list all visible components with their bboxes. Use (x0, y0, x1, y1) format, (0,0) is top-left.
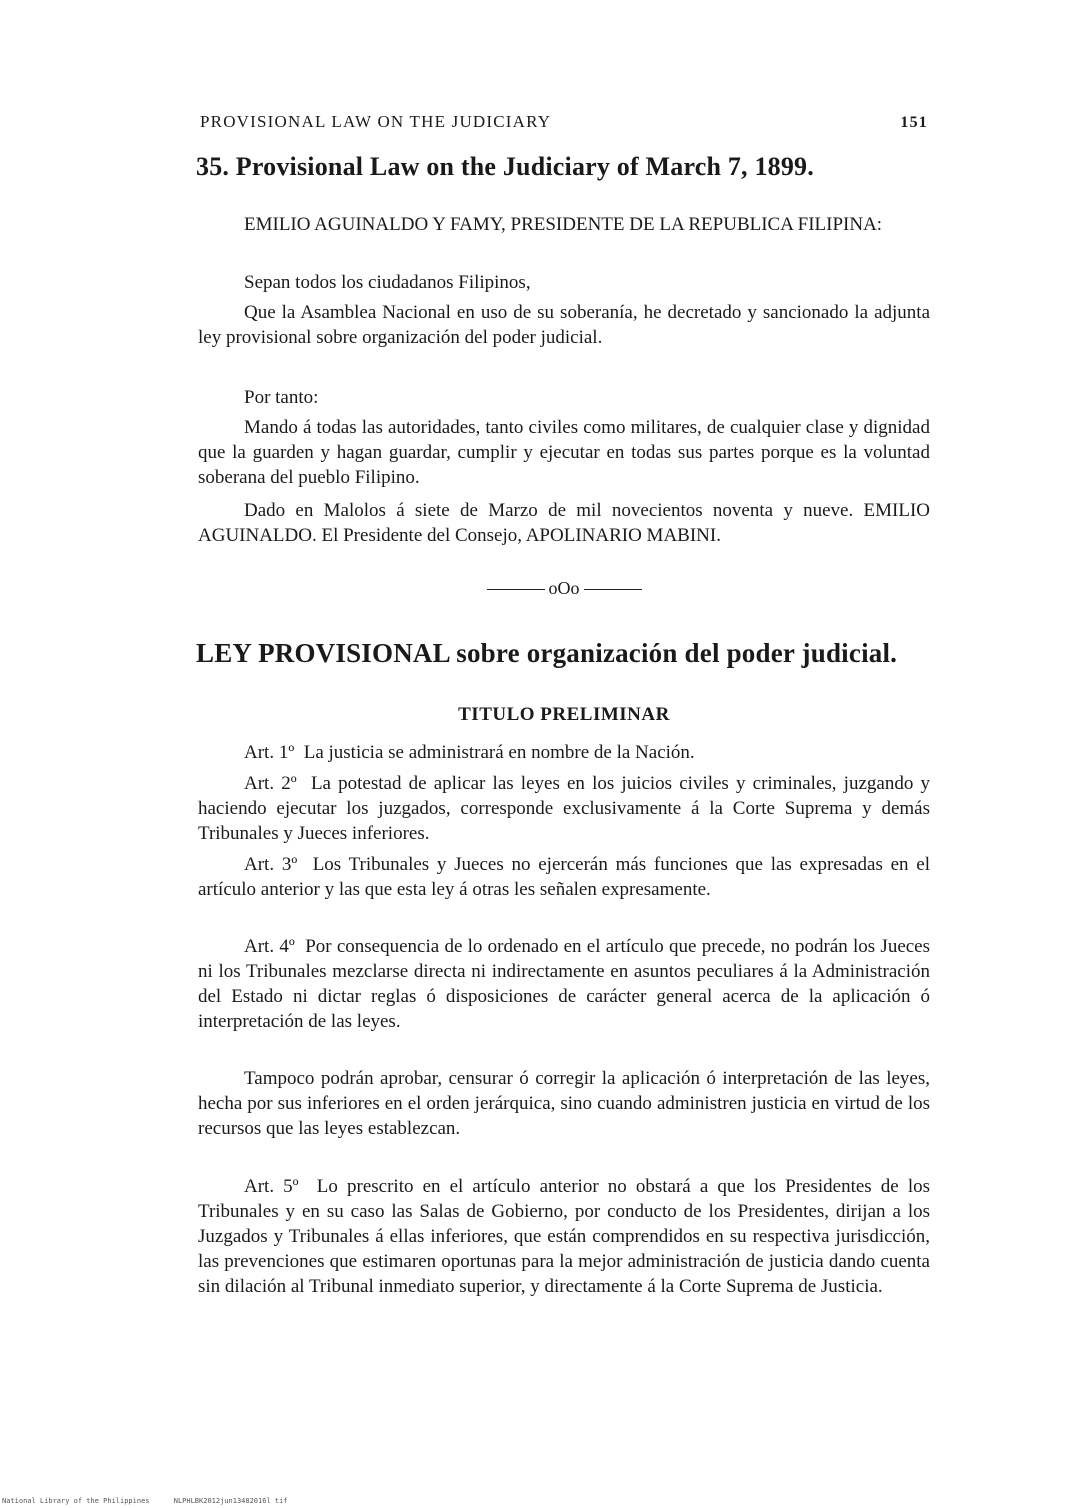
page-number: 151 (900, 114, 928, 131)
footer-library: National Library of the Philippines (2, 1497, 150, 1505)
article-label: Art. 5º (244, 1176, 299, 1197)
separator-rule-right (584, 589, 642, 590)
law-title: LEY PROVISIONAL sobre organización del poder judicial. (196, 638, 898, 668)
article-5 (198, 1174, 930, 1299)
article-text: La justicia se administrará en nombre de la Nación. (303, 742, 695, 763)
article-label: Art. 4º (244, 936, 295, 957)
article-label: Art. 3º (244, 854, 298, 875)
scan-footer (2, 1497, 602, 1505)
given-paragraph: Dado en Malolos á siete de Marzo de mil novecientos noventa y nueve. EMILIO AGUINALDO. El Presidente del Consejo, APOLINARIO MABINI. (198, 500, 930, 546)
footer-code: NLPHLBK2012jun13482016l tif (173, 1497, 288, 1505)
article-4 (198, 934, 930, 1034)
article-label: Art. 2º (244, 773, 297, 794)
article-text: La potestad de aplicar las leyes en los juicios civiles y criminales, juzgando y haciendo ejecutar los juzgados, corresponde exclusivamente á la Corte Suprema y demás Tribunales y Jueces inferiores. (198, 773, 930, 844)
running-title: PROVISIONAL LAW ON THE JUDICIARY (200, 112, 552, 131)
president-line: EMILIO AGUINALDO Y FAMY, PRESIDENTE DE LA REPUBLICA FILIPINA: (244, 214, 883, 235)
ornamental-separator (474, 578, 654, 599)
article-1 (198, 740, 930, 765)
article-3 (198, 852, 930, 902)
mandate-paragraph: Mando á todas las autoridades, tanto civiles como militares, de cualquier clase y dignidad que la guarden y hagan guardar, cumplir y ejecutar en todas sus partes porque es la voluntad soberana del pueblo Filipino. (198, 417, 930, 488)
article-text: Lo prescrito en el artículo anterior no obstará a que los Presidentes de los Tribunales y en su caso las Salas de Gobierno, por conducto de los Presidentes, dirijan a los Juzgados y Tribunales á ellas inferiores, que están comprendidos en su respectiva jurisdicción, las prevenciones que estimaren oportunas para la mejor administración de justicia dando cuenta sin dilación al Tribunal inmediato superior, y directamente á la Corte Suprema de Justicia. (198, 1176, 931, 1297)
por-tanto-line: Por tanto: (244, 387, 319, 408)
article-text: Por consequencia de lo ordenado en el artículo que precede, no podrán los Jueces ni los Tribunales mezclarse directa ni indirectamente en asuntos peculiares á la Administración del Estado ni dictar reglas ó disposiciones de carácter general acerca de la aplicación ó interpretación de las leyes. (198, 936, 931, 1032)
enactment-paragraph: Que la Asamblea Nacional en uso de su soberanía, he decretado y sancionado la adjunta ley provisional sobre organización del poder judicial. (198, 302, 930, 348)
article-text: Tampoco podrán aprobar, censurar ó corregir la aplicación ó interpretación de las leyes, hecha por sus inferiores en el orden jerárquica, sino cuando administren justicia en virtud de los recursos que las leyes establezcan. (198, 1068, 930, 1139)
separator-rule-left (487, 589, 545, 590)
article-text: Los Tribunales y Jueces no ejercerán más funciones que las expresadas en el artículo anterior y las que esta ley á otras les señalen expresamente. (198, 854, 931, 900)
article-label: Art. 1º (244, 742, 295, 763)
section-title: TITULO PRELIMINAR (458, 704, 670, 725)
separator-text: oOo (548, 578, 580, 598)
address-line: Sepan todos los ciudadanos Filipinos, (244, 272, 531, 293)
article-2 (198, 771, 930, 846)
document-heading: 35. Provisional Law on the Judiciary of March 7, 1899. (196, 152, 814, 181)
article-4-continuation (198, 1066, 930, 1141)
